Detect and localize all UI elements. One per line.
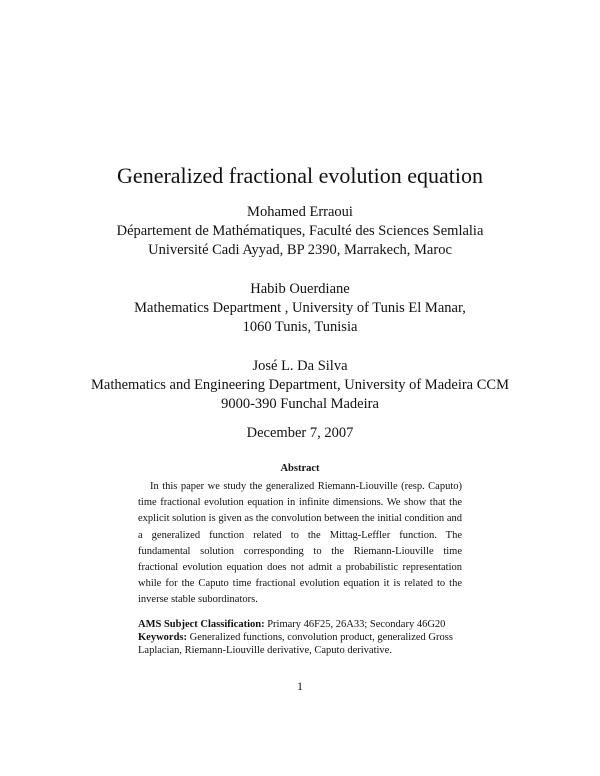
- author-affiliation-line: Mathematics and Engineering Department, University of Madeira CCM: [91, 377, 509, 393]
- author-name: José L. Da Silva: [252, 358, 348, 374]
- author-block-3: [0, 357, 600, 414]
- ams-value: Primary 46F25, 26A33; Secondary 46G20: [264, 619, 446, 630]
- ams-label: AMS Subject Classification:: [138, 619, 265, 630]
- keywords-value: Generalized functions, convolution product, generalized Gross Laplacian, Riemann-Liouville derivative, Caputo derivative.: [138, 631, 453, 656]
- paper-date: December 7, 2007: [246, 425, 354, 441]
- keywords-label: Keywords:: [138, 631, 187, 643]
- keywords: [138, 632, 462, 658]
- author-affiliation-line: 9000-390 Funchal Madeira: [221, 396, 379, 412]
- classification-block: [138, 619, 462, 657]
- abstract-heading: Abstract: [280, 463, 320, 474]
- page-number: 1: [297, 679, 303, 693]
- paper-title: Generalized fractional evolution equation: [117, 163, 483, 188]
- author-block-2: [0, 280, 600, 337]
- author-affiliation-line: Mathematics Department , University of Tunis El Manar,: [134, 300, 466, 316]
- author-name: Habib Ouerdiane: [250, 281, 350, 297]
- author-affiliation-line: Département de Mathématiques, Faculté des Sciences Semlalia: [116, 223, 484, 239]
- ams-classification: [138, 619, 462, 632]
- abstract-body: In this paper we study the generalized Riemann-Liouville (resp. Caputo) time fractional evolution equation in infinite dimensions. We show that the explicit solution is given as the convolution between the initial condition and a generalized function related to the Mittag-Leffler function. The fundamental solution corresponding to the Riemann-Liouville time fractional evolution equation does not admit a probabilistic representation while for the Caputo time fractional evolution equation it is related to the inverse stable subordinators.: [138, 481, 462, 606]
- author-affiliation-line: 1060 Tunis, Tunisia: [242, 319, 358, 335]
- author-affiliation-line: Université Cadi Ayyad, BP 2390, Marrakech, Maroc: [148, 242, 452, 258]
- author-name: Mohamed Erraoui: [247, 204, 353, 220]
- author-block-1: [0, 203, 600, 260]
